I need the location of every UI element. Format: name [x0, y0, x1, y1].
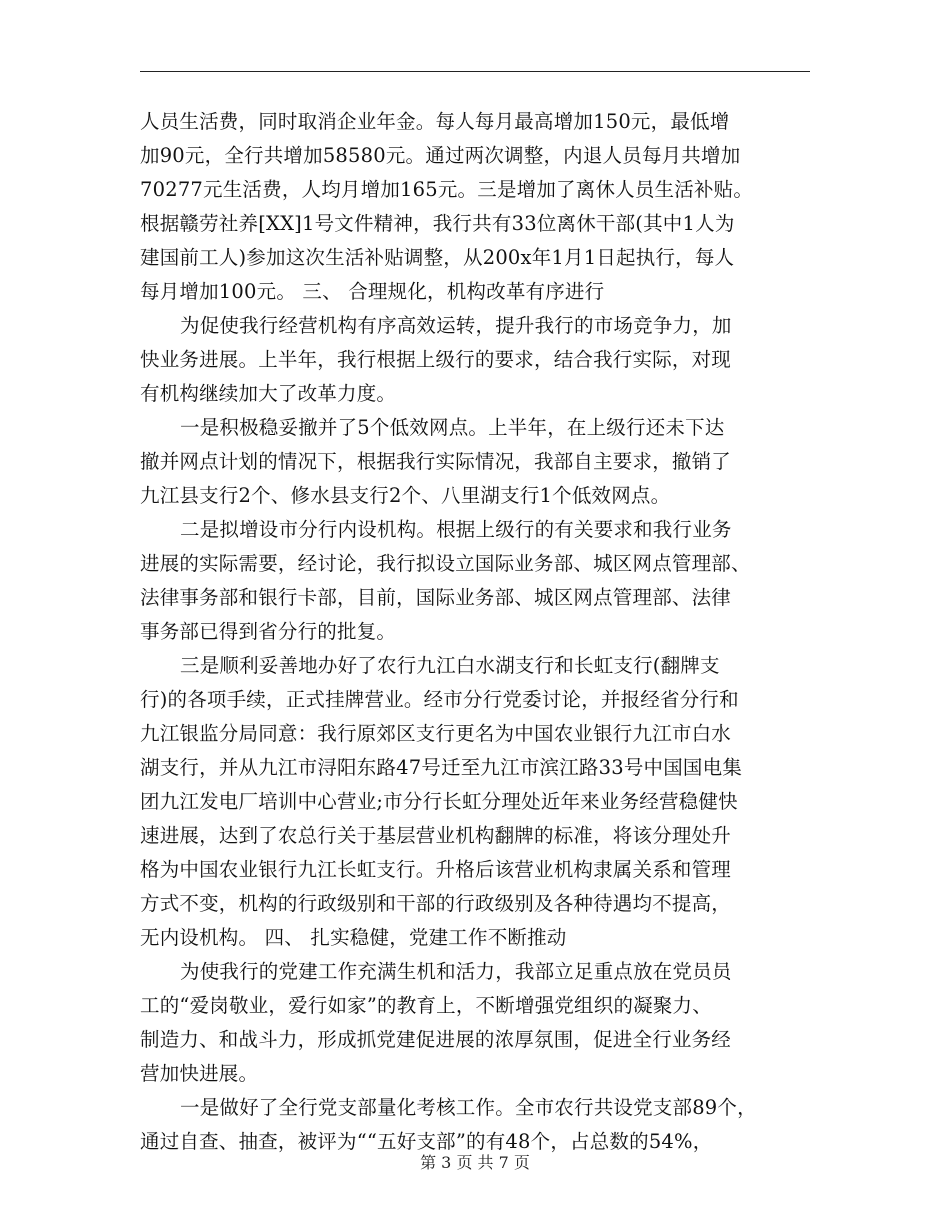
text-line: 三是顺利妥善地办好了农行九江白水湖支行和长虹支行(翻牌支	[180, 654, 720, 677]
text-line: 一是做好了全行党支部量化考核工作。全市农行共设党支部89个，	[180, 1096, 757, 1119]
text-line: 制造力、和战斗力，形成抓党建促进展的浓厚氛围，促进全行业务经	[140, 1028, 732, 1051]
text-line: 九江银监分局同意：我行原郊区支行更名为中国农业银行九江市白水	[140, 722, 732, 745]
text-line: 二是拟增设市分行内设机构。根据上级行的有关要求和我行业务	[180, 518, 732, 541]
text-line: 进展的实际需要，经讨论，我行拟设立国际业务部、城区网点管理部、	[140, 552, 751, 575]
text-line: 湖支行，并从九江市浔阳东路47号迁至九江市滨江路33号中国国电集	[140, 756, 743, 779]
text-line: 团九江发电厂培训中心营业;市分行长虹分理处近年来业务经营稳健快	[140, 790, 738, 813]
text-line: 法律事务部和银行卡部，目前，国际业务部、城区网点管理部、法律	[140, 586, 732, 609]
text-line: 行)的各项手续，正式挂牌营业。经市分行党委讨论，并报经省分行和	[140, 688, 739, 711]
text-line: 九江县支行2个、修水县支行2个、八里湖支行1个低效网点。	[140, 484, 671, 507]
page-number-footer: 第 3 页 共 7 页	[420, 1153, 530, 1172]
text-line: 为促使我行经营机构有序高效运转，提升我行的市场竞争力，加	[180, 314, 732, 337]
text-line: 工的“爱岗敬业，爱行如家”的教育上，不断增强党组织的凝聚力、	[140, 994, 712, 1017]
text-line: 为使我行的党建工作充满生机和活力，我部立足重点放在党员员	[180, 960, 732, 983]
text-line: 每月增加100元。 三、 合理规化，机构改革有序进行	[140, 280, 605, 303]
text-line: 事务部已得到省分行的批复。	[140, 620, 397, 643]
header-rule	[140, 71, 810, 72]
text-line: 人员生活费，同时取消企业年金。每人每月最高增加150元，最低增	[140, 110, 730, 133]
text-line: 根据赣劳社养[XX]1号文件精神，我行共有33位离休干部(其中1人为	[140, 212, 735, 235]
text-line: 撤并网点计划的情况下，根据我行实际情况，我部自主要求，撤销了	[140, 450, 732, 473]
text-line: 有机构继续加大了改革力度。	[140, 382, 397, 405]
text-line: 速进展，达到了农总行关于基层营业机构翻牌的标准，将该分理处升	[140, 824, 732, 847]
text-line: 加90元，全行共增加58580元。通过两次调整，内退人员每月共增加	[140, 144, 741, 167]
text-line: 通过自查、抽查，被评为““五好支部”的有48个，占总数的54%，	[140, 1130, 713, 1153]
text-line: 无内设机构。 四、 扎实稳健，党建工作不断推动	[140, 926, 567, 949]
text-line: 营加快进展。	[140, 1062, 259, 1085]
text-line: 快业务进展。上半年，我行根据上级行的要求，结合我行实际，对现	[140, 348, 732, 371]
document-body	[140, 105, 820, 1159]
text-line: 一是积极稳妥撤并了5个低效网点。上半年，在上级行还未下达	[180, 416, 725, 439]
text-line: 建国前工人)参加这次生活补贴调整，从200x年1月1日起执行，每人	[140, 246, 735, 269]
text-line: 格为中国农业银行九江长虹支行。升格后该营业机构隶属关系和管理	[140, 858, 732, 881]
text-line: 方式不变，机构的行政级别和干部的行政级别及各种待遇均不提高，	[140, 892, 732, 915]
text-line: 70277元生活费，人均月增加165元。三是增加了离休人员生活补贴。	[140, 178, 754, 201]
